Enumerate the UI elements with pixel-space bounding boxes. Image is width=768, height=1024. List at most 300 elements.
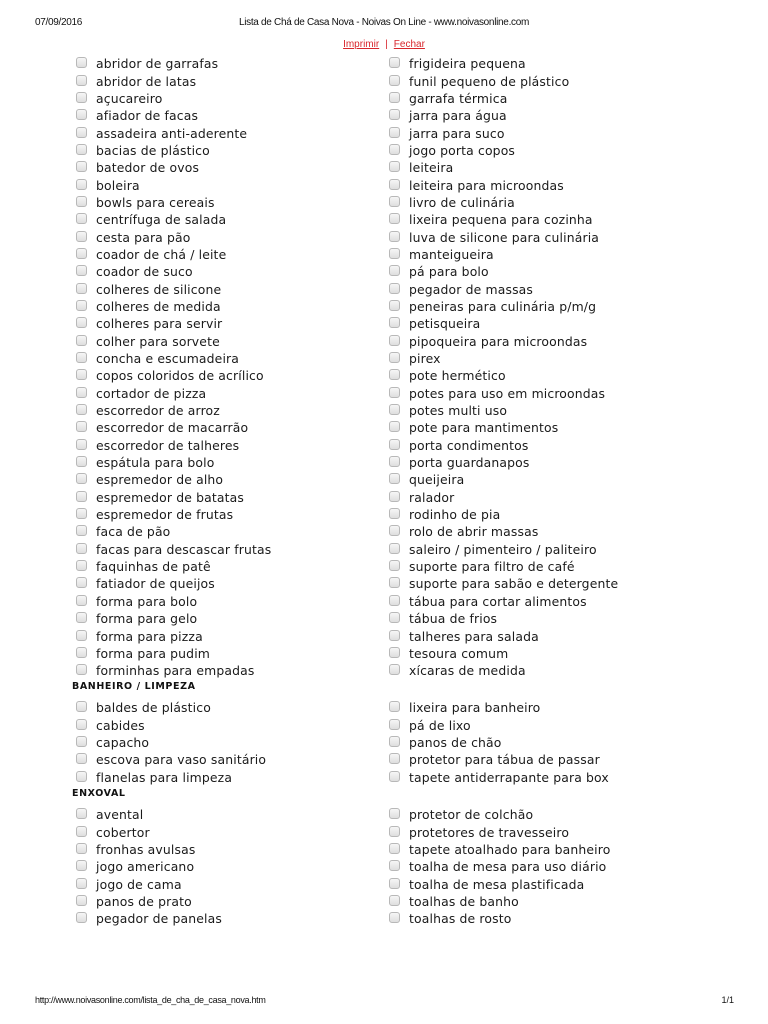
item-label: toalhas de rosto bbox=[409, 911, 512, 927]
checkbox[interactable] bbox=[389, 719, 400, 730]
column-left bbox=[76, 55, 271, 679]
checkbox[interactable] bbox=[389, 491, 400, 502]
checklist-item[interactable] bbox=[389, 823, 610, 840]
checkbox[interactable] bbox=[389, 473, 400, 484]
item-label: pá de lixo bbox=[409, 717, 471, 733]
checkbox[interactable] bbox=[389, 826, 400, 837]
checkbox[interactable] bbox=[76, 127, 87, 138]
item-label: potes para uso em microondas bbox=[409, 385, 606, 401]
checkbox[interactable] bbox=[76, 213, 87, 224]
checkbox[interactable] bbox=[389, 109, 400, 120]
item-label: forma para gelo bbox=[96, 611, 198, 627]
checklist-item[interactable] bbox=[76, 471, 271, 488]
item-label: lixeira pequena para cozinha bbox=[409, 212, 593, 228]
checklist-item[interactable] bbox=[389, 419, 618, 436]
item-label: leiteira bbox=[409, 160, 454, 176]
checklist-item[interactable] bbox=[389, 506, 618, 523]
checkbox[interactable] bbox=[389, 57, 400, 68]
checklist-item[interactable] bbox=[76, 454, 271, 471]
checkbox[interactable] bbox=[76, 144, 87, 155]
checkbox[interactable] bbox=[76, 860, 87, 871]
checklist-item[interactable] bbox=[389, 875, 610, 892]
item-label: coador de chá / leite bbox=[96, 246, 227, 262]
item-label: abridor de garrafas bbox=[96, 56, 219, 72]
item-label: pá para bolo bbox=[409, 264, 489, 280]
item-label: rolo de abrir massas bbox=[409, 524, 539, 540]
checkbox[interactable] bbox=[389, 878, 400, 889]
checklist-item[interactable] bbox=[76, 823, 222, 840]
item-label: queijeira bbox=[409, 472, 465, 488]
checklist-item[interactable] bbox=[389, 662, 618, 679]
checkbox[interactable] bbox=[76, 664, 87, 675]
checkbox[interactable] bbox=[76, 57, 87, 68]
checkbox[interactable] bbox=[76, 895, 87, 906]
checklist-item[interactable] bbox=[76, 645, 271, 662]
checkbox[interactable] bbox=[76, 577, 87, 588]
checkbox[interactable] bbox=[389, 456, 400, 467]
checklist-item[interactable] bbox=[389, 142, 618, 159]
item-label: suporte para sabão e detergente bbox=[409, 576, 619, 592]
checklist-item[interactable] bbox=[76, 176, 271, 193]
checkbox[interactable] bbox=[76, 109, 87, 120]
checkbox[interactable] bbox=[76, 283, 87, 294]
item-label: tapete atoalhado para banheiro bbox=[409, 841, 611, 857]
item-label: saleiro / pimenteiro / paliteiro bbox=[409, 541, 597, 557]
item-label: concha e escumadeira bbox=[96, 351, 240, 367]
checkbox[interactable] bbox=[389, 161, 400, 172]
checklist-item[interactable] bbox=[389, 315, 618, 332]
checkbox[interactable] bbox=[389, 283, 400, 294]
item-label: tábua para cortar alimentos bbox=[409, 593, 587, 609]
checklist-item[interactable] bbox=[389, 523, 618, 540]
checklist-item[interactable] bbox=[389, 228, 618, 245]
item-label: forma para bolo bbox=[96, 593, 198, 609]
checklist-item[interactable] bbox=[389, 350, 618, 367]
item-label: coador de suco bbox=[96, 264, 193, 280]
checklist-item[interactable] bbox=[76, 489, 271, 506]
checklist-item[interactable] bbox=[76, 124, 271, 141]
checkbox[interactable] bbox=[389, 179, 400, 190]
checklist-item[interactable] bbox=[76, 593, 271, 610]
checkbox[interactable] bbox=[76, 196, 87, 207]
item-label: jarra para água bbox=[409, 108, 507, 124]
checklist-item[interactable] bbox=[76, 228, 271, 245]
checklist-item[interactable] bbox=[76, 333, 271, 350]
checklist-item[interactable] bbox=[76, 893, 222, 910]
checklist-item[interactable] bbox=[389, 699, 609, 716]
checkbox[interactable] bbox=[389, 300, 400, 311]
checklist-item[interactable] bbox=[76, 875, 222, 892]
checklist-item[interactable] bbox=[76, 662, 271, 679]
item-label: porta guardanapos bbox=[409, 455, 530, 471]
checkbox[interactable] bbox=[76, 473, 87, 484]
checkbox[interactable] bbox=[76, 508, 87, 519]
checklist-item[interactable] bbox=[76, 159, 271, 176]
item-label: lixeira para banheiro bbox=[409, 700, 541, 716]
column-right bbox=[389, 806, 610, 927]
checkbox[interactable] bbox=[76, 456, 87, 467]
item-label: potes multi uso bbox=[409, 403, 508, 419]
item-label: toalha de mesa plastificada bbox=[409, 876, 585, 892]
checklist-item[interactable] bbox=[76, 558, 271, 575]
checklist-item[interactable] bbox=[76, 841, 222, 858]
item-label: copos coloridos de acrílico bbox=[96, 368, 264, 384]
item-label: livro de culinária bbox=[409, 194, 515, 210]
print-date: 07/09/2016 bbox=[35, 17, 83, 28]
item-label: colheres de medida bbox=[96, 298, 221, 314]
checkbox[interactable] bbox=[76, 612, 87, 623]
checkbox[interactable] bbox=[76, 647, 87, 658]
checkbox[interactable] bbox=[389, 196, 400, 207]
checkbox[interactable] bbox=[389, 560, 400, 571]
item-label: faquinhas de patê bbox=[96, 559, 211, 575]
item-label: baldes de plástico bbox=[96, 700, 211, 716]
footer-url: http://www.noivasonline.com/lista_de_cha_de_casa_nova.htm bbox=[35, 995, 266, 1005]
checkbox[interactable] bbox=[76, 826, 87, 837]
checklist-item[interactable] bbox=[389, 454, 618, 471]
checkbox[interactable] bbox=[76, 878, 87, 889]
item-label: panos de prato bbox=[96, 893, 192, 909]
item-label: forminhas para empadas bbox=[96, 663, 255, 679]
checkbox[interactable] bbox=[76, 719, 87, 730]
checklist-item[interactable] bbox=[76, 751, 266, 768]
checkbox[interactable] bbox=[389, 387, 400, 398]
checklist-item[interactable] bbox=[389, 716, 609, 733]
checklist-item[interactable] bbox=[389, 841, 610, 858]
item-label: tesoura comum bbox=[409, 645, 509, 661]
checklist-item[interactable] bbox=[76, 419, 271, 436]
checklist-item[interactable] bbox=[389, 558, 618, 575]
checklist-item[interactable] bbox=[76, 858, 222, 875]
checkbox[interactable] bbox=[389, 664, 400, 675]
checkbox[interactable] bbox=[76, 335, 87, 346]
checklist-item[interactable] bbox=[389, 385, 618, 402]
checklist-item[interactable] bbox=[389, 768, 609, 785]
page-title: Lista de Chá de Casa Nova - Noivas On Line - www.noivasonline.com bbox=[238, 17, 530, 28]
checkbox[interactable] bbox=[389, 231, 400, 242]
checkbox[interactable] bbox=[76, 75, 87, 86]
checklist-item[interactable] bbox=[389, 176, 618, 193]
column-left bbox=[76, 806, 222, 927]
checklist-item[interactable] bbox=[76, 350, 271, 367]
column-left bbox=[76, 699, 266, 786]
checkbox[interactable] bbox=[389, 439, 400, 450]
item-label: fatiador de queijos bbox=[96, 576, 215, 592]
checklist-item[interactable] bbox=[76, 280, 271, 297]
item-label: cesta para pão bbox=[96, 229, 191, 245]
checklist-item[interactable] bbox=[389, 627, 618, 644]
checkbox[interactable] bbox=[76, 92, 87, 103]
item-label: faca de pão bbox=[96, 524, 171, 540]
checklist-item[interactable] bbox=[389, 437, 618, 454]
checklist-item[interactable] bbox=[76, 716, 266, 733]
item-label: suporte para filtro de café bbox=[409, 559, 575, 575]
checklist-item[interactable] bbox=[76, 523, 271, 540]
checkbox[interactable] bbox=[76, 179, 87, 190]
checkbox[interactable] bbox=[76, 439, 87, 450]
checkbox[interactable] bbox=[389, 248, 400, 259]
item-label: manteigueira bbox=[409, 246, 494, 262]
checkbox[interactable] bbox=[389, 317, 400, 328]
checkbox[interactable] bbox=[76, 317, 87, 328]
checklist-item[interactable] bbox=[389, 858, 610, 875]
item-label: ralador bbox=[409, 489, 455, 505]
item-label: afiador de facas bbox=[96, 108, 199, 124]
item-label: colheres de silicone bbox=[96, 281, 222, 297]
item-label: facas para descascar frutas bbox=[96, 541, 272, 557]
checklist-item[interactable] bbox=[76, 55, 271, 72]
checklist-item[interactable] bbox=[389, 55, 618, 72]
item-label: pote hermético bbox=[409, 368, 506, 384]
checkbox[interactable] bbox=[389, 736, 400, 747]
checkbox[interactable] bbox=[76, 736, 87, 747]
item-label: protetores de travesseiro bbox=[409, 824, 570, 840]
checkbox[interactable] bbox=[389, 421, 400, 432]
item-label: rodinho de pia bbox=[409, 507, 501, 523]
checkbox[interactable] bbox=[389, 525, 400, 536]
checklist-item[interactable] bbox=[389, 734, 609, 751]
item-label: jogo porta copos bbox=[409, 142, 516, 158]
item-label: capacho bbox=[96, 734, 150, 750]
checkbox[interactable] bbox=[76, 753, 87, 764]
checkbox[interactable] bbox=[76, 300, 87, 311]
item-label: colher para sorvete bbox=[96, 333, 220, 349]
checkbox[interactable] bbox=[389, 127, 400, 138]
item-label: espátula para bolo bbox=[96, 455, 215, 471]
checkbox[interactable] bbox=[76, 369, 87, 380]
checkbox[interactable] bbox=[76, 265, 87, 276]
item-label: pipoqueira para microondas bbox=[409, 333, 588, 349]
checklist-item[interactable] bbox=[76, 734, 266, 751]
checkbox[interactable] bbox=[389, 843, 400, 854]
action-links bbox=[0, 39, 768, 50]
item-label: protetor para tábua de passar bbox=[409, 752, 600, 768]
checklist-item[interactable] bbox=[76, 506, 271, 523]
checklist-item[interactable] bbox=[76, 194, 271, 211]
checkbox[interactable] bbox=[76, 352, 87, 363]
item-label: escova para vaso sanitário bbox=[96, 752, 267, 768]
checkbox[interactable] bbox=[76, 231, 87, 242]
item-label: fronhas avulsas bbox=[96, 841, 196, 857]
checklist-item[interactable] bbox=[76, 910, 222, 927]
checkbox[interactable] bbox=[389, 808, 400, 819]
checkbox[interactable] bbox=[389, 508, 400, 519]
checklist-item[interactable] bbox=[76, 806, 222, 823]
checkbox[interactable] bbox=[76, 843, 87, 854]
item-label: escorredor de talheres bbox=[96, 437, 240, 453]
print-link[interactable]: Imprimir bbox=[343, 39, 380, 50]
item-label: cabides bbox=[96, 717, 145, 733]
checklist-item[interactable] bbox=[389, 263, 618, 280]
checklist-item[interactable] bbox=[389, 194, 618, 211]
item-label: bowls para cereais bbox=[96, 194, 215, 210]
checklist-item[interactable] bbox=[389, 893, 610, 910]
checklist-item[interactable] bbox=[76, 90, 271, 107]
checkbox[interactable] bbox=[76, 595, 87, 606]
item-label: batedor de ovos bbox=[96, 160, 200, 176]
checklist-item[interactable] bbox=[76, 610, 271, 627]
checklist-item[interactable] bbox=[76, 107, 271, 124]
checkbox[interactable] bbox=[76, 912, 87, 923]
item-label: pirex bbox=[409, 351, 441, 367]
item-label: protetor de colchão bbox=[409, 807, 534, 823]
checkbox[interactable] bbox=[389, 213, 400, 224]
checkbox[interactable] bbox=[76, 630, 87, 641]
item-label: peneiras para culinária p/m/g bbox=[409, 298, 597, 314]
checkbox[interactable] bbox=[389, 647, 400, 658]
item-label: porta condimentos bbox=[409, 437, 529, 453]
checkbox[interactable] bbox=[76, 525, 87, 536]
checkbox[interactable] bbox=[389, 404, 400, 415]
checkbox[interactable] bbox=[389, 92, 400, 103]
checkbox[interactable] bbox=[389, 860, 400, 871]
checklist-item[interactable] bbox=[389, 806, 610, 823]
item-label: toalha de mesa para uso diário bbox=[409, 859, 607, 875]
checkbox[interactable] bbox=[389, 753, 400, 764]
checklist-item[interactable] bbox=[389, 471, 618, 488]
checkbox[interactable] bbox=[389, 144, 400, 155]
item-label: espremedor de frutas bbox=[96, 507, 234, 523]
checklist-item[interactable] bbox=[389, 575, 618, 592]
checkbox[interactable] bbox=[389, 352, 400, 363]
checkbox[interactable] bbox=[389, 265, 400, 276]
checklist-item[interactable] bbox=[389, 107, 618, 124]
item-label: açucareiro bbox=[96, 90, 163, 106]
item-label: cortador de pizza bbox=[96, 385, 207, 401]
item-label: jarra para suco bbox=[409, 125, 505, 141]
checkbox[interactable] bbox=[389, 595, 400, 606]
checklist-item[interactable] bbox=[76, 575, 271, 592]
item-label: frigideira pequena bbox=[409, 56, 526, 72]
page-number: 1/1 bbox=[721, 995, 734, 1005]
checklist-item[interactable] bbox=[389, 90, 618, 107]
section-title-banheiro: BANHEIRO / LIMPEZA bbox=[72, 681, 196, 692]
item-label: garrafa térmica bbox=[409, 90, 508, 106]
checkbox[interactable] bbox=[389, 771, 400, 782]
item-label: forma para pizza bbox=[96, 628, 203, 644]
checklist-item[interactable] bbox=[389, 645, 618, 662]
item-label: avental bbox=[96, 807, 144, 823]
item-label: centrífuga de salada bbox=[96, 212, 227, 228]
checklist-item[interactable] bbox=[389, 367, 618, 384]
checklist-item[interactable] bbox=[76, 315, 271, 332]
item-label: petisqueira bbox=[409, 316, 481, 332]
checklist-item[interactable] bbox=[76, 385, 271, 402]
checkbox[interactable] bbox=[389, 369, 400, 380]
checklist-item[interactable] bbox=[389, 211, 618, 228]
checkbox[interactable] bbox=[76, 808, 87, 819]
checkbox[interactable] bbox=[76, 701, 87, 712]
checklist-item[interactable] bbox=[389, 402, 618, 419]
checklist-item[interactable] bbox=[389, 910, 610, 927]
item-label: pegador de panelas bbox=[96, 911, 222, 927]
checklist-item[interactable] bbox=[389, 593, 618, 610]
checklist-item[interactable] bbox=[389, 298, 618, 315]
checklist-item[interactable] bbox=[76, 142, 271, 159]
checklist-item[interactable] bbox=[389, 610, 618, 627]
column-right bbox=[389, 699, 609, 786]
checkbox[interactable] bbox=[76, 404, 87, 415]
checkbox[interactable] bbox=[76, 248, 87, 259]
checklist-item[interactable] bbox=[76, 246, 271, 263]
checklist-item[interactable] bbox=[76, 263, 271, 280]
item-label: leiteira para microondas bbox=[409, 177, 564, 193]
checklist-item[interactable] bbox=[389, 489, 618, 506]
close-link[interactable]: Fechar bbox=[393, 39, 425, 50]
checkbox[interactable] bbox=[76, 543, 87, 554]
checklist-item[interactable] bbox=[389, 246, 618, 263]
item-label: escorredor de macarrão bbox=[96, 420, 249, 436]
checklist-item[interactable] bbox=[389, 124, 618, 141]
item-label: xícaras de medida bbox=[409, 663, 526, 679]
checkbox[interactable] bbox=[389, 577, 400, 588]
checklist-item[interactable] bbox=[389, 333, 618, 350]
checkbox[interactable] bbox=[76, 387, 87, 398]
checklist-item[interactable] bbox=[76, 699, 266, 716]
checklist-item[interactable] bbox=[76, 367, 271, 384]
checklist-item[interactable] bbox=[389, 72, 618, 89]
item-label: funil pequeno de plástico bbox=[409, 73, 570, 89]
item-label: talheres para salada bbox=[409, 628, 539, 644]
item-label: jogo americano bbox=[96, 859, 195, 875]
checklist-item[interactable] bbox=[76, 768, 266, 785]
checkbox[interactable] bbox=[76, 491, 87, 502]
checkbox[interactable] bbox=[389, 543, 400, 554]
checklist-item[interactable] bbox=[76, 298, 271, 315]
checkbox[interactable] bbox=[76, 771, 87, 782]
item-label: boleira bbox=[96, 177, 140, 193]
checkbox[interactable] bbox=[76, 560, 87, 571]
checklist-item[interactable] bbox=[389, 280, 618, 297]
checklist-item[interactable] bbox=[76, 541, 271, 558]
item-label: espremedor de batatas bbox=[96, 489, 244, 505]
checklist-item[interactable] bbox=[76, 211, 271, 228]
checkbox[interactable] bbox=[389, 701, 400, 712]
item-label: tábua de frios bbox=[409, 611, 498, 627]
column-right bbox=[389, 55, 618, 679]
checklist-item[interactable] bbox=[76, 437, 271, 454]
item-label: panos de chão bbox=[409, 734, 502, 750]
item-label: abridor de latas bbox=[96, 73, 197, 89]
item-label: bacias de plástico bbox=[96, 142, 210, 158]
checkbox[interactable] bbox=[76, 421, 87, 432]
checklist-item[interactable] bbox=[389, 751, 609, 768]
checklist-item[interactable] bbox=[76, 72, 271, 89]
checklist-item[interactable] bbox=[389, 159, 618, 176]
item-label: jogo de cama bbox=[96, 876, 182, 892]
item-label: assadeira anti-aderente bbox=[96, 125, 248, 141]
checkbox[interactable] bbox=[389, 912, 400, 923]
item-label: flanelas para limpeza bbox=[96, 769, 233, 785]
checkbox[interactable] bbox=[389, 75, 400, 86]
item-label: luva de silicone para culinária bbox=[409, 229, 600, 245]
checklist-item[interactable] bbox=[76, 627, 271, 644]
item-label: pegador de massas bbox=[409, 281, 534, 297]
link-separator: | bbox=[385, 39, 388, 50]
checklist-item[interactable] bbox=[389, 541, 618, 558]
checkbox[interactable] bbox=[389, 630, 400, 641]
checkbox[interactable] bbox=[389, 612, 400, 623]
item-label: espremedor de alho bbox=[96, 472, 224, 488]
item-label: colheres para servir bbox=[96, 316, 223, 332]
item-label: pote para mantimentos bbox=[409, 420, 559, 436]
checklist-item[interactable] bbox=[76, 402, 271, 419]
checkbox[interactable] bbox=[76, 161, 87, 172]
checkbox[interactable] bbox=[389, 335, 400, 346]
item-label: cobertor bbox=[96, 824, 150, 840]
item-label: forma para pudim bbox=[96, 645, 211, 661]
checkbox[interactable] bbox=[389, 895, 400, 906]
